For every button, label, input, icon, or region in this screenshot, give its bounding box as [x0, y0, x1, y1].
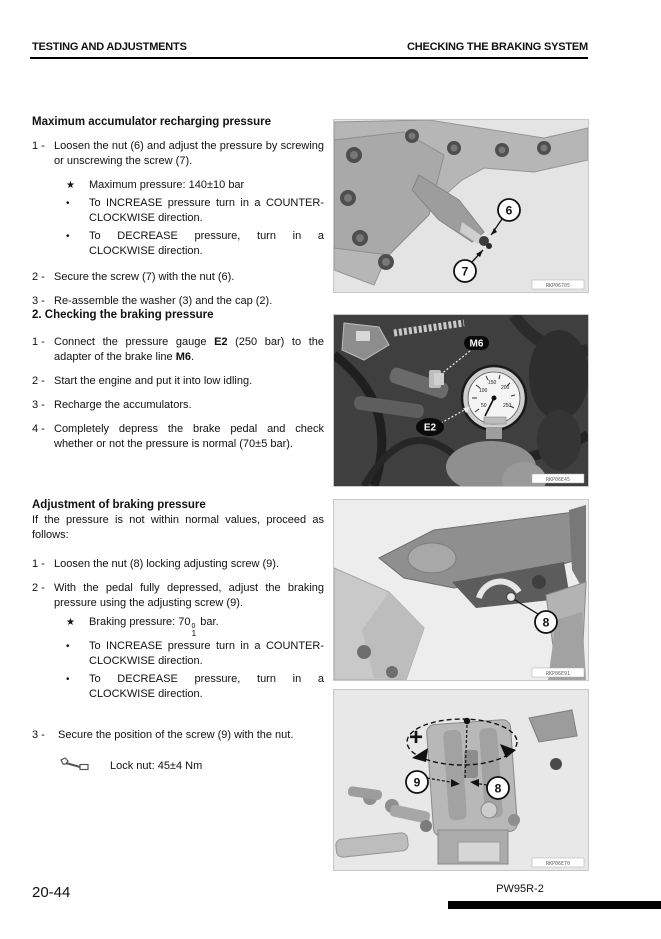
step-text: Re-assemble the washer (3) and the cap (2). — [54, 295, 273, 307]
svg-text:RKP06E70: RKP06E70 — [545, 861, 571, 867]
photo-brake-pedal — [334, 500, 588, 680]
line-ref-m6: M6 — [175, 351, 191, 363]
svg-text:7: 7 — [461, 264, 469, 279]
svg-text:E2: E2 — [423, 422, 437, 434]
step-number: 3 - — [32, 295, 45, 307]
step-text: Secure the screw (7) with the nut (6). — [54, 271, 235, 283]
bullet-increase — [32, 196, 324, 226]
bullet-decrease — [32, 229, 324, 259]
svg-text:RKP06705: RKP06705 — [545, 283, 571, 289]
plus-sign: + — [408, 724, 424, 751]
section-heading: Adjustment of braking pressure — [32, 499, 206, 511]
step-2 — [32, 270, 324, 285]
step-2 — [32, 581, 324, 611]
bullet-decrease — [32, 672, 324, 702]
bullet-icon: • — [66, 198, 70, 209]
photo-adjusting-screw-valve — [334, 690, 588, 870]
step-3 — [32, 294, 324, 309]
photo-code — [532, 858, 584, 867]
bullet-icon: • — [66, 674, 70, 685]
star-icon: ★ — [66, 617, 75, 628]
photo-pressure-gauge — [334, 315, 588, 486]
photo-code — [532, 668, 584, 677]
step-text: Secure the position of the screw (9) with the nut. — [58, 729, 294, 741]
model-code: PW95R-2 — [496, 883, 544, 895]
callout-9 — [406, 771, 428, 793]
step-number: 2 - — [32, 271, 45, 283]
step-2 — [32, 374, 324, 389]
tolerance-stack: 0 1 — [191, 623, 197, 638]
step-text: Completely depress the brake pedal and check whether or not the pressure is normal (70±5 bar). — [54, 423, 324, 450]
section-checking-braking-pressure — [32, 308, 324, 461]
section-heading: Maximum accumulator recharging pressure — [32, 116, 272, 128]
step-text: Loosen the nut (8) locking adjusting screw (9). — [54, 558, 280, 570]
bullet-text: To DECREASE pressure, turn in a CLOCKWISE direction. — [89, 230, 324, 257]
svg-text:M6: M6 — [469, 338, 484, 350]
step-1 — [32, 557, 324, 572]
intro-paragraph: If the pressure is not within normal values, proceed as follows: — [32, 514, 324, 541]
bullet-text: To INCREASE pressure turn in a COUNTER-CLOCKWISE direction. — [89, 640, 324, 667]
header-section-title: TESTING AND ADJUSTMENTS — [32, 41, 187, 53]
step-number: 3 - — [32, 399, 45, 411]
footer-tab-bar — [448, 901, 661, 909]
svg-text:8: 8 — [494, 781, 502, 796]
step-3 — [32, 728, 324, 743]
step-number: 1 - — [32, 140, 45, 152]
photo-code — [532, 280, 584, 289]
step-text: Loosen the nut (6) and adjust the pressure by screwing or unscrewing the screw (7). — [54, 140, 324, 167]
step-text: With the pedal fully depressed, adjust the braking pressure using the adjusting screw (9). — [54, 582, 324, 609]
step-1 — [32, 335, 324, 365]
note-max-pressure — [32, 178, 324, 193]
header-rule — [30, 57, 588, 59]
bullet-text: To INCREASE pressure turn in a COUNTER-CLOCKWISE direction. — [89, 197, 324, 224]
note-text: Maximum pressure: 140±10 bar — [89, 179, 245, 191]
callout-8 — [487, 777, 509, 799]
step-number: 2 - — [32, 582, 45, 594]
step-number: 1 - — [32, 558, 45, 570]
svg-text:6: 6 — [505, 203, 513, 218]
svg-text:200: 200 — [501, 385, 510, 391]
svg-text:250: 250 — [503, 403, 512, 409]
svg-text:50: 50 — [481, 403, 487, 409]
torque-wrench-icon — [60, 757, 110, 776]
star-icon: ★ — [66, 180, 75, 191]
svg-text:9: 9 — [413, 775, 421, 790]
step-text: Start the engine and put it into low idling. — [54, 375, 253, 387]
step-3 — [32, 398, 324, 413]
svg-text:RKP06E91: RKP06E91 — [545, 671, 571, 677]
step-number: 2 - — [32, 375, 45, 387]
step-number: 4 - — [32, 423, 45, 435]
note-text: Braking pressure: 70 0 1 bar. — [89, 616, 219, 638]
torque-value: Lock nut: 45±4 Nm — [110, 760, 203, 772]
svg-text:8: 8 — [542, 615, 550, 630]
step-text: Recharge the accumulators. — [54, 399, 192, 411]
step-4 — [32, 422, 324, 452]
note-braking-pressure — [32, 615, 324, 636]
svg-text:100: 100 — [479, 388, 488, 394]
svg-text:150: 150 — [488, 380, 497, 386]
bullet-icon: • — [66, 641, 70, 652]
gauge-ref-e2: E2 — [214, 336, 228, 348]
header-chapter-title: CHECKING THE BRAKING SYSTEM — [407, 41, 588, 53]
bullet-icon: • — [66, 231, 70, 242]
step-number: 1 - — [32, 336, 45, 348]
svg-text:RKP06E45: RKP06E45 — [545, 477, 571, 483]
section-max-accumulator — [32, 115, 324, 318]
page-number: 20-44 — [32, 884, 71, 901]
step-text: Connect the pressure gauge E2 (250 bar) to the adapter of the brake line M6. — [54, 336, 324, 363]
bullet-text: To DECREASE pressure, turn in a CLOCKWISE direction. — [89, 673, 324, 700]
section-heading: 2. Checking the braking pressure — [32, 309, 214, 321]
step-1 — [32, 139, 324, 169]
step-number: 3 - — [32, 729, 45, 741]
photo-recharging-valve — [334, 120, 588, 292]
section-adjustment-braking-pressure — [32, 498, 324, 776]
photo-code — [532, 474, 584, 483]
bullet-increase — [32, 639, 324, 669]
torque-spec-row — [32, 757, 324, 776]
